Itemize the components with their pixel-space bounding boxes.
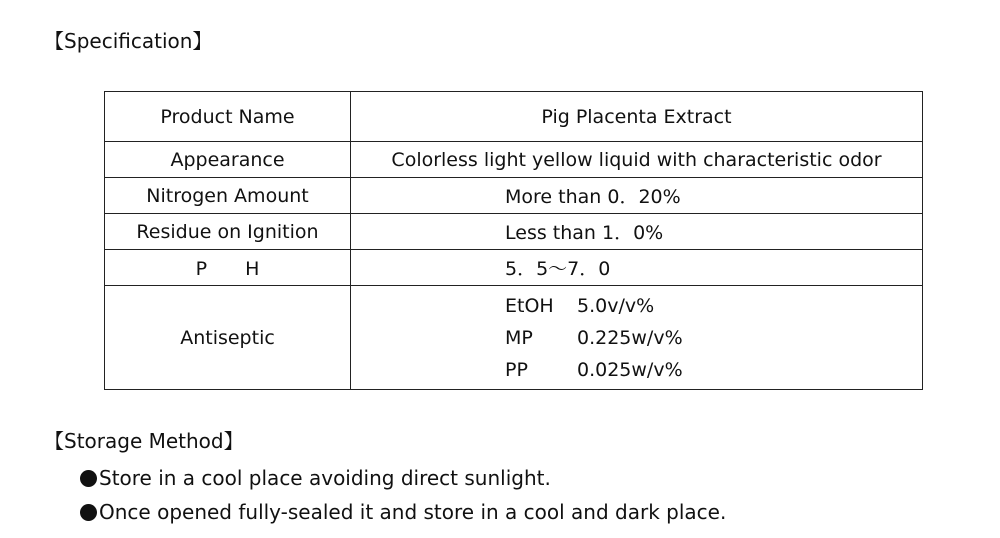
table-row-ph — [105, 250, 923, 286]
table-row-nitrogen-amount — [105, 178, 923, 214]
specification-table — [104, 91, 923, 390]
antiseptic-amount: 0.225w/v% — [577, 326, 683, 349]
row-value-appearance: Colorless light yellow liquid with characteristic odor — [351, 142, 923, 178]
table-row-appearance — [105, 142, 923, 178]
row-value-product-name: Pig Placenta Extract — [351, 92, 923, 142]
storage-heading: 【Storage Method】 — [44, 429, 244, 453]
storage-item — [80, 465, 551, 491]
table-row-residue-on-ignition — [105, 214, 923, 250]
antiseptic-amount: 0.025w/v% — [577, 358, 683, 381]
antiseptic-item-etoh — [505, 293, 922, 319]
row-label-nitrogen-amount: Nitrogen Amount — [105, 178, 351, 214]
antiseptic-item-mp — [505, 325, 922, 351]
antiseptic-amount: 5.0v/v% — [577, 294, 655, 317]
storage-item-text: Once opened fully-sealed it and store in a cool and dark place. — [99, 500, 727, 524]
row-value-antiseptic — [351, 286, 923, 390]
row-value-nitrogen-amount: More than 0．20% — [351, 178, 923, 214]
specification-heading: 【Specification】 — [44, 29, 213, 53]
row-label-residue-on-ignition: Residue on Ignition — [105, 214, 351, 250]
antiseptic-list — [351, 293, 922, 383]
row-value-ph: 5．5～7．0 — [351, 250, 923, 286]
bullet-dot-icon — [80, 504, 97, 521]
storage-item — [80, 499, 726, 525]
antiseptic-agent: PP — [505, 358, 528, 381]
row-label-antiseptic: Antiseptic — [105, 286, 351, 390]
row-label-ph: P H — [105, 250, 351, 286]
antiseptic-agent: EtOH — [505, 294, 554, 317]
antiseptic-item-pp — [505, 357, 922, 383]
table-row-antiseptic — [105, 286, 923, 390]
row-label-appearance: Appearance — [105, 142, 351, 178]
bullet-dot-icon — [80, 470, 97, 487]
table-row-product-name — [105, 92, 923, 142]
row-label-product-name: Product Name — [105, 92, 351, 142]
storage-item-text: Store in a cool place avoiding direct sunlight. — [99, 466, 551, 490]
antiseptic-agent: MP — [505, 326, 533, 349]
row-value-residue-on-ignition: Less than 1．0% — [351, 214, 923, 250]
